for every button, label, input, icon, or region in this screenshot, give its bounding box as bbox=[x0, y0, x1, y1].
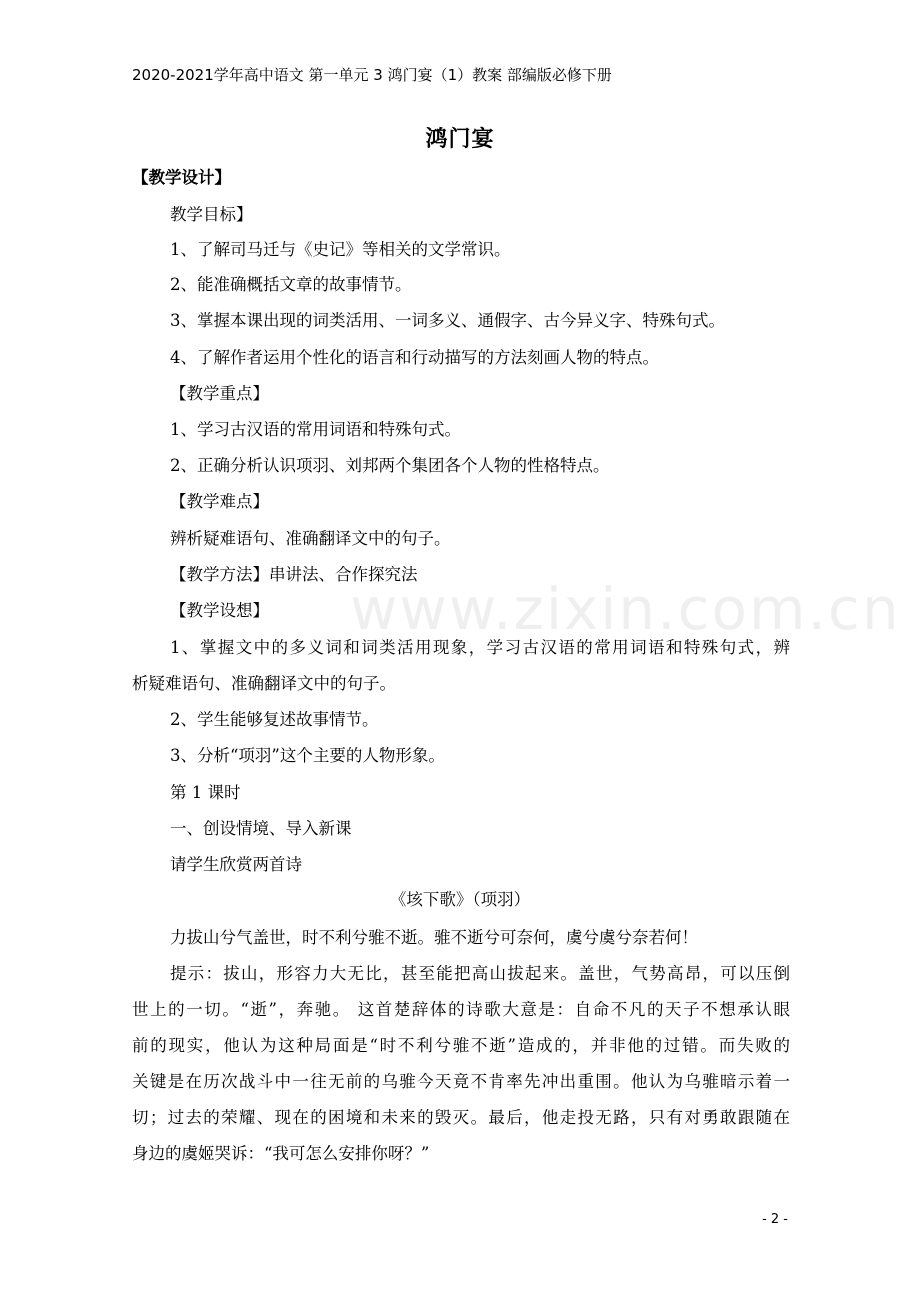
difficult-points-heading: 【教学难点】 bbox=[170, 492, 269, 511]
poem-title: 《垓下歌》（项羽） bbox=[389, 890, 531, 909]
lesson-label: 第 1 课时 bbox=[170, 783, 241, 802]
plan-item: 2、学生能够复述故事情节。 bbox=[170, 710, 379, 729]
plan-item: 1、掌握文中的多义词和词类活用现象，学习古汉语的常用词语和特殊句式，辨 bbox=[170, 638, 790, 657]
plan-heading: 【教学设想】 bbox=[170, 601, 269, 620]
hint-line: 切；过去的荣耀、现在的困境和未来的毁灭。最后，他走投无路，只有对勇敢跟随在 bbox=[132, 1108, 790, 1127]
page-header: 2020-2021学年高中语文 第一单元 3 鸿门宴（1）教案 部编版必修下册 bbox=[132, 66, 612, 84]
hint-line: 世上的一切。“逝”，奔驰。 这首楚辞体的诗歌大意是：自命不凡的天子不想承认眼 bbox=[132, 1000, 790, 1019]
key-point-item: 1、学习古汉语的常用词语和特殊句式。 bbox=[170, 420, 461, 439]
hint-line: 提示：拔山，形容力大无比，甚至能把高山拔起来。盖世，气势高昂，可以压倒 bbox=[170, 964, 790, 983]
goal-item: 4、了解作者运用个性化的语言和行动描写的方法刻画人物的特点。 bbox=[170, 348, 659, 367]
goal-item: 1、了解司马迁与《史记》等相关的文学常识。 bbox=[170, 240, 511, 259]
hint-line: 身边的虞姬哭诉：“我可怎么安排你呀？” bbox=[132, 1144, 430, 1163]
plan-item: 3、分析“项羽”这个主要的人物形象。 bbox=[170, 746, 445, 765]
goals-heading: 教学目标】 bbox=[170, 205, 253, 224]
appreciate-instruction: 请学生欣赏两首诗 bbox=[170, 855, 302, 874]
step-heading: 一、创设情境、导入新课 bbox=[170, 819, 352, 838]
section-heading-design: 【教学设计】 bbox=[132, 168, 231, 187]
key-point-item: 2、正确分析认识项羽、刘邦两个集团各个人物的性格特点。 bbox=[170, 456, 610, 475]
hint-line: 前的现实，他认为这种局面是“时不利兮骓不逝”造成的，并非他的过错。而失败的 bbox=[132, 1036, 790, 1055]
document-title: 鸿门宴 bbox=[425, 126, 495, 152]
plan-item-continued: 析疑难语句、准确翻译文中的句子。 bbox=[132, 674, 396, 693]
hint-line: 关键是在历次战斗中一往无前的乌骓今天竟不肯率先冲出重围。他认为乌骓暗示着一 bbox=[132, 1072, 790, 1091]
goal-item: 3、掌握本课出现的词类活用、一词多义、通假字、古今异义字、特殊句式。 bbox=[170, 311, 725, 330]
difficult-points-text: 辨析疑难语句、准确翻译文中的句子。 bbox=[170, 529, 451, 548]
teaching-method: 【教学方法】串讲法、合作探究法 bbox=[170, 565, 418, 584]
page-number: - 2 - bbox=[762, 1212, 788, 1227]
watermark: www.zixin.com.cn bbox=[350, 575, 901, 643]
goal-item: 2、能准确概括文章的故事情节。 bbox=[170, 275, 412, 294]
key-points-heading: 【教学重点】 bbox=[170, 384, 269, 403]
poem-text: 力拔山兮气盖世，时不利兮骓不逝。骓不逝兮可奈何，虞兮虞兮奈若何！ bbox=[170, 928, 698, 947]
